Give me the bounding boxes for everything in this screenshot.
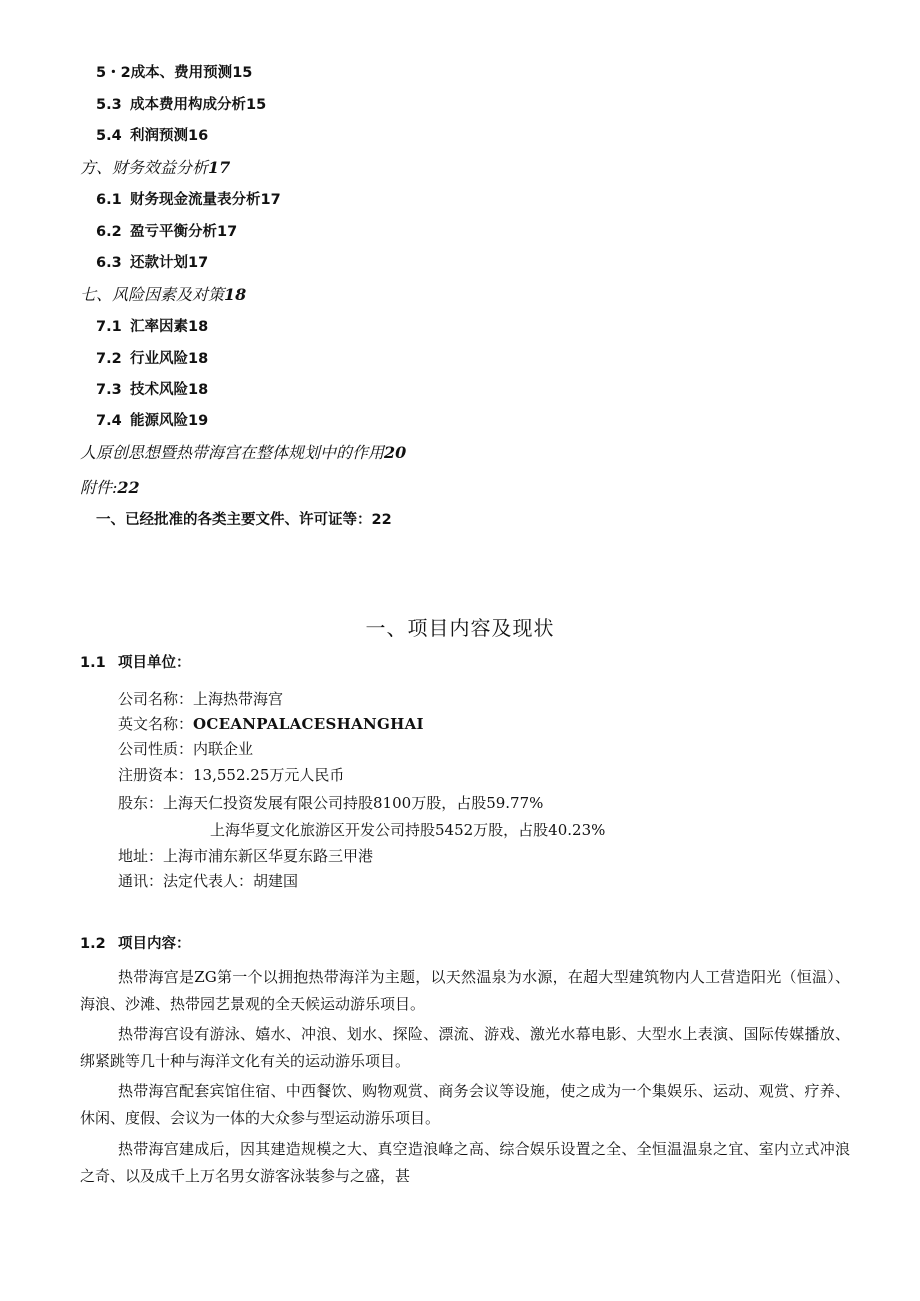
toc-item-text: 行业风险 — [130, 351, 188, 367]
toc-item[interactable] — [96, 410, 208, 432]
subsection-heading — [80, 933, 191, 955]
toc-item-number: 6.3 — [96, 255, 122, 271]
toc-item-text: 利润预测 — [130, 128, 188, 144]
toc-item-text: 汇率因素 — [130, 319, 188, 335]
field-value: 上海市浦东新区华夏东路三甲港 — [163, 847, 374, 865]
toc-appendix[interactable] — [80, 477, 140, 499]
toc-chapter-text: 方、财务效益分析 — [80, 158, 209, 177]
toc-item-page: 22 — [371, 512, 392, 528]
toc-chapter[interactable] — [80, 442, 406, 464]
toc-item-number: 5.3 — [96, 97, 122, 113]
field-label: 股东： — [118, 794, 164, 812]
field-label: 注册资本： — [118, 766, 194, 784]
toc-appendix-text: 附件: — [80, 478, 118, 497]
field-label: 英文名称： — [118, 715, 194, 733]
toc-item[interactable] — [96, 221, 237, 243]
field-label: 通讯： — [118, 872, 164, 890]
field-value: OCEANPALACESHANGHAI — [193, 715, 424, 733]
english-name-line — [118, 713, 424, 735]
subsection-number: 1.2 — [80, 936, 106, 952]
toc-item-text: 成本费用构成分析 — [130, 97, 246, 113]
body-paragraph: 热带海宫建成后，因其建造规模之大、真空造浪峰之高、综合娱乐设置之全、全恒温温泉之宜、室内立式冲浪之奇、以及成千上万名男女游客泳装参与之盛，甚 — [80, 1140, 850, 1185]
toc-item-page: 17 — [260, 192, 281, 208]
shareholder-line — [118, 792, 543, 814]
field-value: 内联企业 — [193, 740, 254, 758]
field-label: 公司性质： — [118, 740, 194, 758]
address-line — [118, 845, 373, 867]
toc-item-text: 技术风险 — [130, 382, 188, 398]
subsection-heading — [80, 652, 191, 674]
toc-item-number: 7.2 — [96, 351, 122, 367]
toc-item-page: 18 — [188, 382, 209, 398]
toc-item-number: 7.1 — [96, 319, 122, 335]
toc-item-text: 还款计划 — [130, 255, 188, 271]
toc-item-number: 6.2 — [96, 224, 122, 240]
toc-item-page: 16 — [188, 128, 209, 144]
toc-item-text: 成本、费用预测 — [130, 65, 233, 81]
toc-item-text: 一、已经批准的各类主要文件、许可证等： — [96, 512, 372, 528]
toc-item[interactable] — [96, 252, 208, 274]
toc-item-page: 18 — [188, 351, 209, 367]
toc-chapter[interactable] — [80, 157, 230, 179]
toc-item-number: 5.4 — [96, 128, 122, 144]
field-value: 上海天仁投资发展有限公司持股8100万股，占股59.77% — [163, 794, 544, 812]
toc-item-page: 15 — [246, 97, 267, 113]
toc-item[interactable] — [96, 316, 208, 338]
toc-chapter-text: 七、风险因素及对策 — [80, 285, 225, 304]
toc-item-number: 6.1 — [96, 192, 122, 208]
toc-item-page: 19 — [188, 413, 209, 429]
company-nature-line — [118, 738, 253, 760]
field-value: 上海热带海宫 — [193, 690, 284, 708]
toc-item-number: 7.4 — [96, 413, 122, 429]
registered-capital-line — [118, 764, 344, 786]
toc-item-page: 18 — [188, 319, 209, 335]
toc-item[interactable] — [96, 189, 281, 211]
field-label: 公司名称： — [118, 690, 194, 708]
toc-item[interactable] — [96, 94, 266, 116]
toc-item[interactable] — [96, 125, 208, 147]
toc-item[interactable] — [96, 509, 392, 531]
toc-item-text: 财务现金流量表分析 — [130, 192, 261, 208]
toc-item[interactable] — [96, 379, 208, 401]
field-label: 地址： — [118, 847, 164, 865]
toc-item-number: 7.3 — [96, 382, 122, 398]
section-title: 一、项目内容及现状 — [365, 616, 555, 640]
field-value: 上海华夏文化旅游区开发公司持股5452万股，占股40.23% — [210, 821, 606, 839]
shareholder-line — [210, 819, 605, 841]
toc-appendix-page: 22 — [117, 478, 140, 497]
toc-item-page: 17 — [217, 224, 238, 240]
toc-chapter-text: 人原创思想暨热带海宫在整体规划中的作用 — [80, 443, 385, 462]
body-paragraph: 热带海宫设有游泳、嬉水、冲浪、划水、探险、漂流、游戏、激光水幕电影、大型水上表演、国际传媒播放、绑紧跳等几十种与海洋文化有关的运动游乐项目。 — [80, 1025, 850, 1070]
toc-item-text: 盈亏平衡分析 — [130, 224, 217, 240]
subsection-text: 项目内容： — [118, 936, 191, 952]
toc-item[interactable] — [96, 348, 208, 370]
contact-line — [118, 870, 298, 892]
toc-item-text: 能源风险 — [130, 413, 188, 429]
field-value: 法定代表人：胡建国 — [163, 872, 299, 890]
toc-chapter-page: 18 — [224, 285, 247, 304]
subsection-number: 1.1 — [80, 655, 106, 671]
toc-chapter-page: 17 — [208, 158, 231, 177]
field-value: 13,552.25万元人民币 — [193, 766, 345, 784]
body-paragraph: 热带海宫配套宾馆住宿、中西餐饮、购物观赏、商务会议等设施，使之成为一个集娱乐、运动、观赏、疗养、休闲、度假、会议为一体的大众参与型运动游乐项目。 — [80, 1082, 850, 1127]
toc-item[interactable] — [96, 62, 252, 84]
toc-item-page: 17 — [188, 255, 209, 271]
toc-item-page: 15 — [232, 65, 253, 81]
toc-chapter[interactable] — [80, 284, 246, 306]
toc-item-number: 5・2 — [96, 65, 131, 81]
body-paragraph: 热带海宫是ZG第一个以拥抱热带海洋为主题，以天然温泉为水源，在超大型建筑物内人工营造阳光（恒温）、海浪、沙滩、热带园艺景观的全天候运动游乐项目。 — [80, 968, 850, 1013]
company-name-line — [118, 688, 283, 710]
toc-chapter-page: 20 — [384, 443, 407, 462]
subsection-text: 项目单位： — [118, 655, 191, 671]
